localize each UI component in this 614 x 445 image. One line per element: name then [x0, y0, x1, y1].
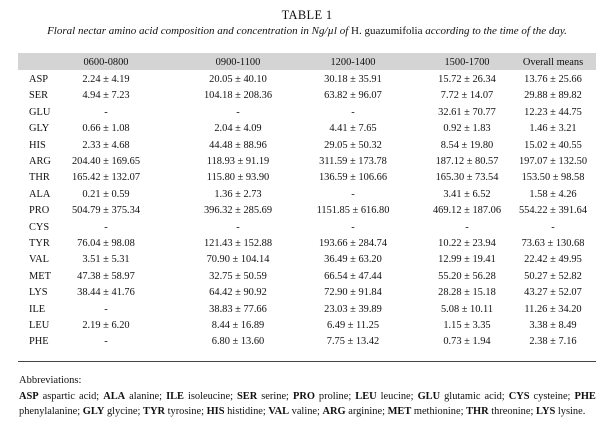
- caption-text-end: according to the time of the day.: [425, 25, 567, 37]
- table-title: TABLE 1: [281, 8, 333, 22]
- abbreviation-code: LYS: [536, 406, 556, 417]
- table-cell: 0.21 ± 0.59: [82, 188, 130, 200]
- table-cell: 1.15 ± 3.35: [443, 320, 491, 331]
- caption-text: Floral nectar amino acid composition and concentration in Ng/µl of: [47, 25, 349, 37]
- table-cell: 554.22 ± 391.64: [518, 205, 588, 217]
- row-label: ILE: [29, 303, 46, 315]
- row-label: ASP: [29, 74, 49, 85]
- table-cell: -: [351, 188, 355, 200]
- table-cell: 3.51 ± 5.31: [82, 254, 130, 266]
- table-cell: 36.49 ± 63.20: [324, 254, 382, 266]
- table-cell: 32.75 ± 50.59: [209, 270, 267, 282]
- table-cell: 72.90 ± 91.84: [324, 287, 382, 299]
- table-cell: -: [104, 303, 108, 315]
- row-label: GLY: [29, 123, 50, 135]
- abbreviation-code: HIS: [206, 406, 225, 417]
- abbreviation-code: VAL: [268, 406, 290, 417]
- row-label: PRO: [29, 205, 50, 217]
- table-cell: 136.59 ± 106.66: [318, 172, 388, 184]
- table-cell: 7.75 ± 13.42: [326, 336, 380, 348]
- table-cell: 504.79 ± 375.34: [71, 205, 141, 217]
- abbreviation-meaning: arginine;: [348, 406, 385, 417]
- table-cell: 5.08 ± 10.11: [440, 303, 494, 315]
- table-cell: 44.48 ± 88.96: [209, 139, 267, 151]
- column-header: 1200-1400: [330, 57, 376, 68]
- abbreviation-meaning: serine;: [261, 391, 289, 402]
- abbreviation-meaning: alanine;: [129, 391, 163, 402]
- abbreviation-code: SER: [237, 391, 258, 402]
- row-label: ARG: [29, 156, 51, 167]
- table-cell: 12.23 ± 44.75: [524, 106, 582, 118]
- table-cell: -: [551, 221, 555, 233]
- table-cell: 8.54 ± 19.80: [440, 139, 494, 151]
- table-cell: 0.92 ± 1.83: [443, 123, 491, 135]
- table-cell: 2.33 ± 4.68: [82, 139, 130, 151]
- table-cell: 29.05 ± 50.32: [324, 139, 382, 151]
- abbreviation-meaning: glycine;: [106, 406, 141, 417]
- table-cell: 47.38 ± 58.97: [77, 270, 135, 282]
- table-cell: 187.12 ± 80.57: [435, 156, 499, 167]
- row-label: PHE: [29, 336, 49, 348]
- table-cell: 4.94 ± 7.23: [82, 90, 130, 102]
- row-label: THR: [29, 172, 50, 184]
- abbreviations-list: [19, 389, 596, 419]
- table-cell: 3.38 ± 8.49: [529, 320, 577, 331]
- table-cell: 311.59 ± 173.78: [319, 156, 387, 167]
- row-label: LEU: [29, 320, 50, 331]
- abbreviation-meaning: histidine;: [227, 406, 266, 417]
- table-cell: 204.40 ± 169.65: [71, 156, 141, 167]
- abbreviation-meaning: lysine.: [557, 406, 586, 417]
- table-bottom-rule: [18, 361, 596, 362]
- table-cell: 38.44 ± 41.76: [77, 287, 135, 299]
- table-cell: 73.63 ± 130.68: [521, 238, 585, 249]
- table-cell: 28.28 ± 15.18: [438, 287, 496, 299]
- table-cell: 6.80 ± 13.60: [211, 336, 265, 348]
- row-label: TYR: [29, 238, 50, 249]
- table-cell: 197.07 ± 132.50: [518, 156, 588, 167]
- row-label: HIS: [29, 139, 46, 151]
- table-cell: 396.32 ± 285.69: [203, 205, 273, 217]
- table-cell: 2.24 ± 4.19: [82, 74, 130, 85]
- table-cell: 10.22 ± 23.94: [438, 238, 496, 249]
- abbreviation-meaning: glutamic acid;: [444, 391, 505, 402]
- table-cell: 76.04 ± 98.08: [77, 238, 135, 249]
- table-cell: 0.73 ± 1.94: [443, 336, 491, 348]
- abbreviation-meaning: methionine;: [413, 406, 464, 417]
- table-cell: 50.27 ± 52.82: [524, 270, 582, 282]
- table-cell: 165.42 ± 132.07: [71, 172, 141, 184]
- table-cell: 4.41 ± 7.65: [329, 123, 377, 135]
- table-cell: 22.42 ± 49.95: [524, 254, 582, 266]
- table-cell: 43.27 ± 52.07: [524, 287, 582, 299]
- table-cell: -: [465, 221, 469, 233]
- row-label: SER: [29, 90, 49, 102]
- abbreviation-code: ASP: [19, 391, 39, 402]
- table-cell: 29.88 ± 89.82: [524, 90, 582, 102]
- table-cell: 63.82 ± 96.07: [324, 90, 382, 102]
- row-label: GLU: [29, 106, 51, 118]
- table-cell: -: [236, 221, 240, 233]
- table-cell: 3.41 ± 6.52: [443, 188, 491, 200]
- table-cell: 2.38 ± 7.16: [529, 336, 577, 348]
- row-label: MET: [29, 270, 51, 282]
- abbreviation-meaning: proline;: [318, 391, 352, 402]
- table-cell: 15.72 ± 26.34: [438, 74, 496, 85]
- abbreviation-code: MET: [387, 406, 412, 417]
- abbreviation-code: ARG: [322, 406, 346, 417]
- table-cell: 8.44 ± 16.89: [211, 320, 265, 331]
- table-cell: 2.19 ± 6.20: [82, 320, 130, 331]
- table-cell: -: [351, 106, 355, 118]
- abbreviations-title: Abbreviations:: [19, 375, 82, 386]
- table-cell: 165.30 ± 73.54: [435, 172, 499, 184]
- table-cell: -: [104, 221, 108, 233]
- abbreviation-code: THR: [466, 406, 489, 417]
- table-cell: -: [104, 336, 108, 348]
- table-cell: 104.18 ± 208.36: [203, 90, 273, 102]
- column-header: Overall means: [522, 57, 584, 68]
- species-name: H. guazumifolia: [351, 25, 423, 37]
- table-cell: -: [104, 106, 108, 118]
- table-cell: 7.72 ± 14.07: [440, 90, 494, 102]
- abbreviation-code: ILE: [166, 391, 184, 402]
- table-cell: 20.05 ± 40.10: [209, 74, 267, 85]
- abbreviation-meaning: threonine;: [491, 406, 534, 417]
- table-cell: 15.02 ± 40.55: [524, 139, 582, 151]
- table-caption: [0, 25, 614, 37]
- row-label: ALA: [29, 188, 51, 200]
- table-cell: 193.66 ± 284.74: [318, 238, 388, 249]
- abbreviation-code: TYR: [143, 406, 165, 417]
- table-cell: 0.66 ± 1.08: [82, 123, 130, 135]
- row-label: VAL: [29, 254, 50, 266]
- table-cell: 12.99 ± 19.41: [438, 254, 496, 266]
- abbreviation-meaning: isoleucine;: [187, 391, 233, 402]
- table-cell: 118.93 ± 91.19: [206, 156, 270, 167]
- table-cell: 469.12 ± 187.06: [432, 205, 502, 217]
- table-cell: 1151.85 ± 616.80: [316, 205, 390, 217]
- abbreviation-meaning: phenylalanine;: [19, 406, 81, 417]
- abbreviation-code: PHE: [574, 391, 596, 402]
- column-header: 0600-0800: [83, 57, 129, 68]
- abbreviation-code: CYS: [508, 391, 530, 402]
- table-cell: 115.80 ± 93.90: [206, 172, 270, 184]
- row-label: CYS: [29, 221, 50, 233]
- abbreviation-meaning: tyrosine;: [167, 406, 204, 417]
- row-label: LYS: [29, 287, 48, 299]
- table-cell: -: [236, 106, 240, 118]
- abbreviation-meaning: aspartic acid;: [42, 391, 100, 402]
- table-cell: 11.26 ± 34.20: [524, 303, 582, 315]
- table-cell: 70.90 ± 104.14: [206, 254, 270, 266]
- column-header: 1500-1700: [444, 57, 490, 68]
- table-cell: 13.76 ± 25.66: [524, 74, 582, 85]
- table-cell: 121.43 ± 152.88: [203, 238, 273, 249]
- table-cell: 38.83 ± 77.66: [209, 303, 267, 315]
- table-cell: 55.20 ± 56.28: [438, 270, 496, 282]
- abbreviation-code: ALA: [103, 391, 126, 402]
- abbreviation-code: GLU: [417, 391, 441, 402]
- table-cell: 6.49 ± 11.25: [326, 320, 380, 331]
- column-header: 0900-1100: [215, 57, 261, 68]
- abbreviation-meaning: leucine;: [380, 391, 414, 402]
- table-cell: 32.61 ± 70.77: [438, 106, 496, 118]
- abbreviation-code: PRO: [292, 391, 315, 402]
- table-cell: 64.42 ± 90.92: [209, 287, 267, 299]
- abbreviation-meaning: cysteine;: [533, 391, 571, 402]
- table-cell: 153.50 ± 98.58: [521, 172, 585, 184]
- table-cell: 2.04 ± 4.09: [214, 123, 262, 135]
- table-cell: 23.03 ± 39.89: [324, 303, 382, 315]
- table-cell: 1.36 ± 2.73: [214, 188, 262, 200]
- abbreviation-code: LEU: [355, 391, 377, 402]
- table-cell: -: [351, 221, 355, 233]
- table-cell: 1.58 ± 4.26: [529, 188, 577, 200]
- table-cell: 66.54 ± 47.44: [324, 270, 382, 282]
- abbreviation-code: GLY: [82, 406, 105, 417]
- table-cell: 1.46 ± 3.21: [529, 123, 577, 135]
- table-cell: 30.18 ± 35.91: [324, 74, 382, 85]
- abbreviation-meaning: valine;: [291, 406, 320, 417]
